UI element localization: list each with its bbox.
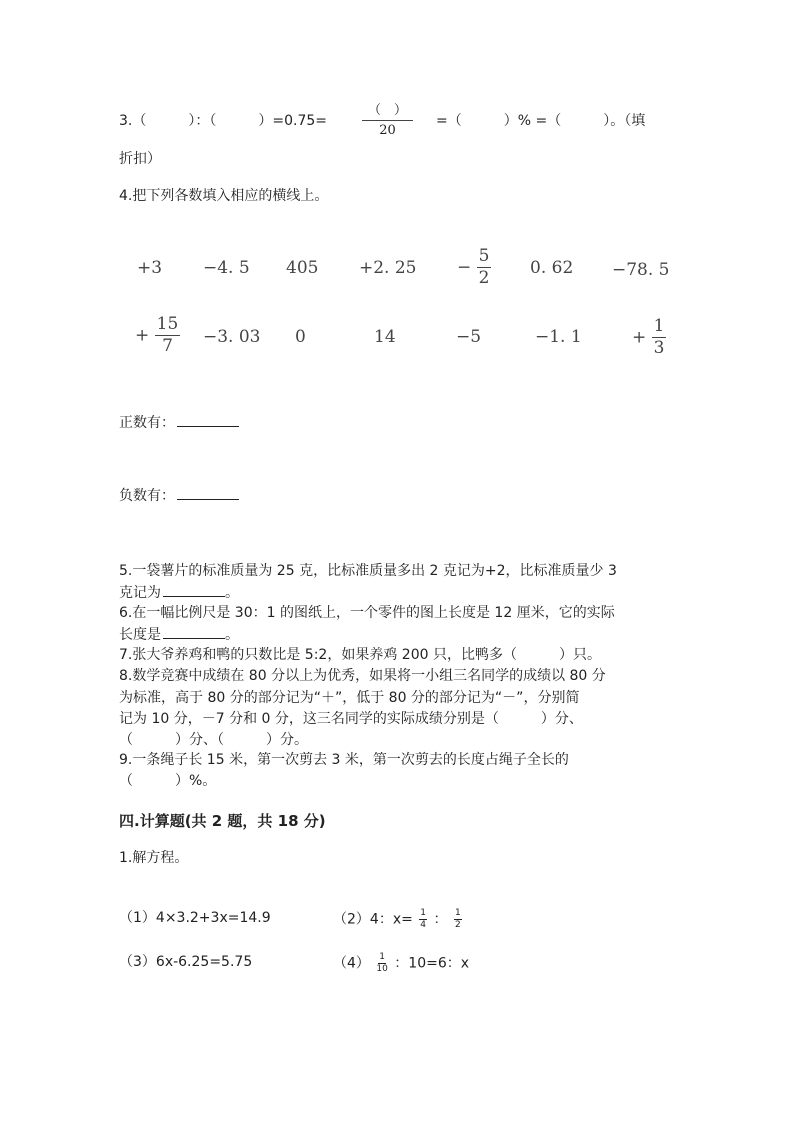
q4-row1-n5 [457, 248, 491, 287]
q4-row2-n7-sign: + [632, 327, 647, 348]
positive-label: 正数有： [119, 415, 175, 431]
positive-blank[interactable] [177, 414, 239, 427]
q8-line1: 8.数学竞赛中成绩在 80 分以上为优秀，如果将一小组三名同学的成绩以 80 分 [119, 668, 606, 684]
q4-row1-n5-sign: − [457, 257, 472, 278]
section-subheading: 1.解方程。 [119, 850, 189, 866]
q5-line1: 5.一袋薯片的标准质量为 25 克，比标准质量多出 2 克记为+2，比标准质量少 3 [119, 563, 617, 579]
equation-2-f2-num: 1 [454, 908, 461, 918]
negative-label: 负数有： [119, 488, 175, 504]
section-heading: 四.计算题(共 2 题，共 18 分) [119, 812, 326, 830]
q4-row2-n7-den: 3 [653, 338, 665, 358]
equation-2-f1-den: 4 [420, 920, 427, 930]
q5-line2-a: 克记为 [119, 585, 161, 601]
q8-line2: 为标准，高于 80 分的部分记为“＋”，低于 80 分的部分记为“－”，分别简 [119, 690, 580, 706]
q4-row2-n7-num: 1 [653, 316, 665, 336]
q3-frac-num: （ ） [362, 104, 413, 121]
q6-line1: 6.在一幅比例尺是 30：1 的图纸上，一个零件的图上长度是 12 厘米，它的实际 [119, 605, 615, 621]
q6-line2-b: 。 [225, 627, 239, 643]
q3-part1: 3.（ ）：（ ）=0.75= [119, 113, 327, 129]
positive-numbers-line [119, 414, 239, 432]
q7-line1: 7.张大爷养鸡和鸭的只数比是 5:2，如果养鸡 200 只，比鸭多（ ）只。 [119, 647, 601, 663]
q3-fraction [362, 104, 413, 137]
q3-line2: 折扣） [119, 151, 161, 167]
q4-title: 4.把下列各数填入相应的横线上。 [119, 188, 329, 204]
negative-numbers-line [119, 487, 239, 505]
q4-row2-n6: −1. 1 [535, 327, 582, 347]
q9-line2: （ ）%。 [119, 773, 217, 789]
q3-line1 [119, 112, 327, 130]
q8-line4: （ ）分、（ ）分。 [119, 732, 308, 748]
equation-2-a: （2）4：x= [333, 911, 413, 928]
q4-row2-n1-sign: + [135, 325, 150, 346]
q5-blank[interactable] [163, 584, 225, 597]
equation-4-b: ：10=6：x [394, 955, 470, 972]
q4-row2-n1-num: 15 [156, 314, 179, 334]
q5-line2 [119, 584, 239, 602]
q4-row1-n6: 0. 62 [530, 258, 574, 278]
equation-4 [333, 953, 469, 974]
equation-4-a: （4） [333, 955, 370, 972]
q4-row2-n3: 0 [295, 327, 306, 347]
q4-row2-n2: −3. 03 [203, 327, 261, 347]
q9-line1: 9.一条绳子长 15 米，第一次剪去 3 米，第一次剪去的长度占绳子全长的 [119, 752, 569, 768]
q3-part2: =（ ）% =（ ）。（填 [436, 113, 646, 129]
q3-line1-rest [436, 112, 645, 130]
equation-4-f-num: 1 [379, 952, 385, 962]
q4-row2-n5: −5 [456, 327, 482, 347]
q4-row1-n1: +3 [137, 258, 163, 278]
q4-row2-n7 [632, 318, 666, 357]
q4-row1-n3: 405 [286, 258, 319, 278]
q6-line2 [119, 626, 239, 644]
q4-row1-n4: +2. 25 [359, 258, 417, 278]
equation-4-f-den: 10 [376, 964, 388, 974]
q4-row1-n5-den: 2 [478, 268, 490, 288]
equation-2-f2-den: 2 [454, 920, 461, 930]
q8-line3: 记为 10 分，－7 分和 0 分，这三名同学的实际成绩分别是（ ）分、 [119, 711, 583, 727]
q4-row2-n4: 14 [374, 327, 396, 347]
q4-row1-n5-num: 5 [478, 246, 490, 266]
q6-blank[interactable] [163, 626, 225, 639]
equation-2-f1-num: 1 [420, 908, 427, 918]
q4-row1-n2: −4. 5 [203, 258, 250, 278]
q4-row1-n7: −78. 5 [612, 260, 670, 280]
equation-2-b: ： [433, 911, 448, 928]
q3-frac-den: 20 [379, 123, 396, 138]
equation-2 [333, 909, 464, 930]
equation-1: （1）4×3.2+3x=14.9 [119, 910, 271, 926]
negative-blank[interactable] [177, 487, 239, 500]
q4-row2-n1-den: 7 [162, 336, 173, 356]
equation-3: （3）6x-6.25=5.75 [119, 954, 253, 970]
q4-row2-n1 [135, 316, 180, 355]
q5-line2-b: 。 [225, 585, 239, 601]
q6-line2-a: 长度是 [119, 627, 161, 643]
